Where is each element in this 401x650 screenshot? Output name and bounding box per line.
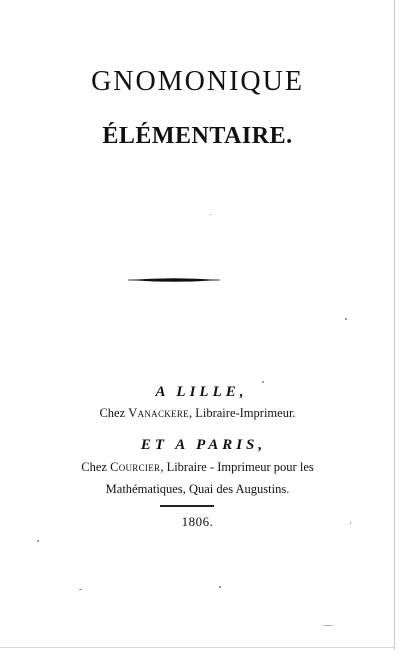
paper-speck	[345, 318, 347, 320]
paper-speck	[350, 522, 351, 524]
publisher2-name: Courcier	[110, 460, 161, 474]
ornament-rule-icon	[128, 276, 220, 284]
page-edge-right	[394, 0, 395, 650]
paper-speck	[262, 381, 264, 383]
imprint-publisher-courcier-line-2: Mathématiques, Quai des Augustins.	[105, 482, 290, 496]
page-edge-bottom	[0, 647, 395, 648]
imprint-city-lille: A LILLE,	[155, 384, 248, 400]
paper-speck	[322, 625, 334, 626]
paper-speck	[37, 540, 39, 542]
book-title-line-1: GNOMONIQUE	[91, 66, 304, 97]
paper-speck	[210, 214, 211, 215]
paper-speck	[219, 586, 221, 588]
imprint-city-paris: ET A PARIS,	[140, 437, 267, 453]
imprint-publisher-courcier	[0, 459, 395, 475]
book-title-line-2: ÉLÉMENTAIRE.	[102, 123, 293, 149]
paper-speck	[79, 589, 82, 590]
publisher1-prefix: Chez	[99, 406, 129, 420]
publisher2-prefix: Chez	[81, 460, 111, 474]
publisher1-name: Vanackere	[128, 406, 189, 420]
divider-rule	[160, 505, 214, 507]
publisher1-suffix: , Libraire-Imprimeur.	[188, 406, 296, 420]
publication-year: 1806.	[181, 514, 214, 529]
imprint-publisher-vanackere	[0, 405, 395, 421]
publisher2-suffix: , Libraire - Imprimeur pour les	[160, 460, 314, 474]
